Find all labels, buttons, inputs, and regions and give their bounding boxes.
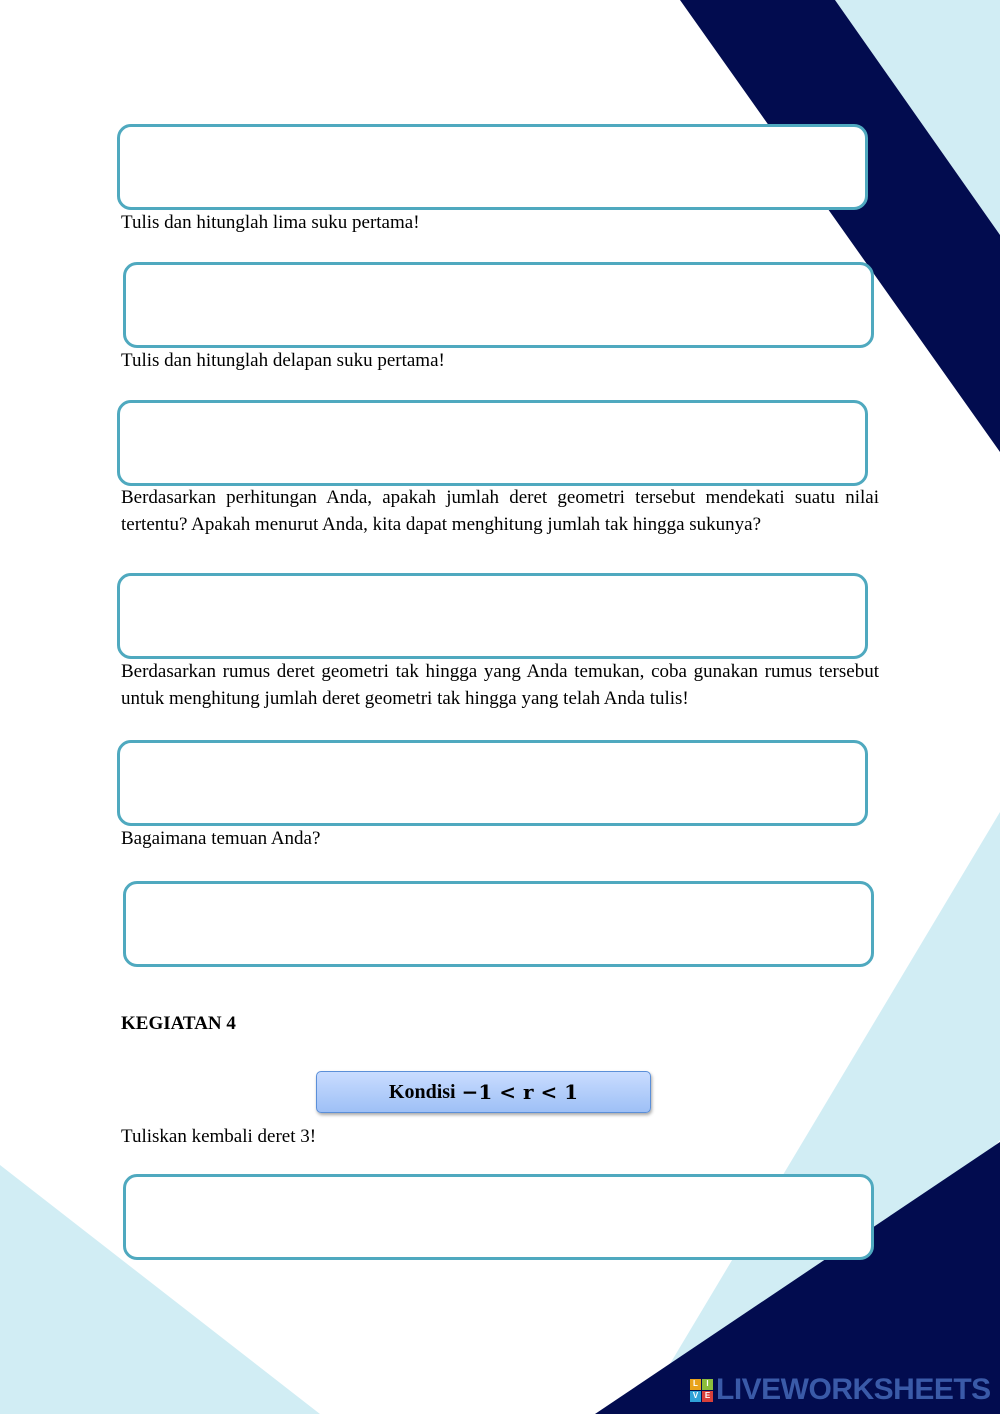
condition-banner xyxy=(316,1071,651,1113)
logo-letter: E xyxy=(702,1391,713,1402)
answer-box-7[interactable] xyxy=(123,1174,874,1260)
answer-box-1[interactable] xyxy=(117,124,868,210)
logo-letter: L xyxy=(690,1379,701,1390)
answer-box-3[interactable] xyxy=(117,400,868,486)
answer-input-6[interactable] xyxy=(126,884,871,964)
logo-grid-icon xyxy=(690,1379,713,1402)
condition-math: −1 < r < 1 xyxy=(461,1080,579,1104)
prompt-findings: Bagaimana temuan Anda? xyxy=(121,828,321,849)
liveworksheets-logo[interactable] xyxy=(690,1373,991,1407)
answer-input-4[interactable] xyxy=(120,576,865,656)
answer-input-3[interactable] xyxy=(120,403,865,483)
condition-label: Kondisi xyxy=(388,1080,456,1103)
prompt-rewrite-series-3: Tuliskan kembali deret 3! xyxy=(121,1126,317,1147)
prompt-five-terms: Tulis dan hitunglah lima suku pertama! xyxy=(121,212,420,233)
answer-input-5[interactable] xyxy=(120,743,865,823)
answer-box-4[interactable] xyxy=(117,573,868,659)
logo-letter: I xyxy=(702,1379,713,1390)
answer-box-6[interactable] xyxy=(123,881,874,967)
prompt-converging-value: Berdasarkan perhitungan Anda, apakah jumlah deret geometri tersebut mendekati suatu nilai tertentu? Apakah menurut Anda, kita dapat menghitung jumlah tak hingga sukunya? xyxy=(121,487,879,535)
section-heading: KEGIATAN 4 xyxy=(121,1013,236,1034)
answer-input-7[interactable] xyxy=(126,1177,871,1257)
answer-box-5[interactable] xyxy=(117,740,868,826)
answer-box-2[interactable] xyxy=(123,262,874,348)
logo-text: LIVEWORKSHEETS xyxy=(716,1373,991,1406)
prompt-infinite-formula: Berdasarkan rumus deret geometri tak hingga yang Anda temukan, coba gunakan rumus tersebut untuk menghitung jumlah deret geometri tak hingga yang telah Anda tulis! xyxy=(121,661,879,709)
prompt-eight-terms: Tulis dan hitunglah delapan suku pertama! xyxy=(121,350,445,371)
answer-input-2[interactable] xyxy=(126,265,871,345)
answer-input-1[interactable] xyxy=(120,127,865,207)
logo-letter: V xyxy=(690,1391,701,1402)
